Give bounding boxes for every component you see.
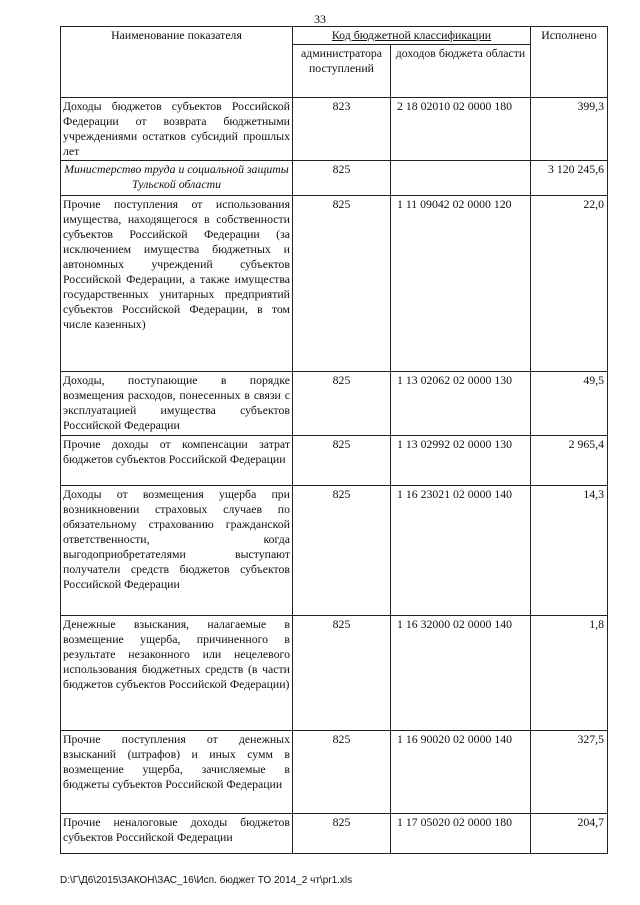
row-code: 1 13 02062 02 0000 130	[391, 372, 531, 436]
row-name: Прочие поступления от денежных взысканий (штрафов) и иных сумм в возмещение ущерба, зачисляемые в бюджеты субъектов Российской Федерации	[61, 731, 293, 814]
header-code-group: Код бюджетной классификации	[293, 27, 531, 45]
table-row	[61, 436, 608, 486]
row-name: Министерство труда и социальной защиты Тульской области	[61, 161, 293, 196]
row-amount: 327,5	[531, 731, 608, 814]
row-name: Прочие неналоговые доходы бюджетов субъектов Российской Федерации	[61, 814, 293, 854]
table-row	[61, 814, 608, 854]
header-name: Наименование показателя	[61, 27, 293, 98]
row-admin: 825	[293, 616, 391, 731]
row-amount: 2 965,4	[531, 436, 608, 486]
row-name: Доходы, поступающие в порядке возмещения расходов, понесенных в связи с эксплуатацией имущества субъектов Российской Федерации	[61, 372, 293, 436]
row-code: 1 16 90020 02 0000 140	[391, 731, 531, 814]
row-code	[391, 161, 531, 196]
table-row	[61, 616, 608, 731]
budget-table	[60, 26, 608, 854]
row-name: Прочие доходы от компенсации затрат бюджетов субъектов Российской Федерации	[61, 436, 293, 486]
row-code: 2 18 02010 02 0000 180	[391, 98, 531, 161]
row-admin: 825	[293, 196, 391, 372]
table-row	[61, 372, 608, 436]
row-amount: 22,0	[531, 196, 608, 372]
row-admin: 825	[293, 161, 391, 196]
table-row	[61, 731, 608, 814]
header-executed: Исполнено	[531, 27, 608, 98]
row-amount: 3 120 245,6	[531, 161, 608, 196]
row-code: 1 11 09042 02 0000 120	[391, 196, 531, 372]
row-admin: 825	[293, 436, 391, 486]
row-amount: 399,3	[531, 98, 608, 161]
row-code: 1 16 23021 02 0000 140	[391, 486, 531, 616]
row-amount: 14,3	[531, 486, 608, 616]
row-admin: 825	[293, 486, 391, 616]
table-row	[61, 196, 608, 372]
header-admin: администратора поступлений	[293, 45, 391, 98]
table-row	[61, 486, 608, 616]
page-number: 33	[314, 12, 326, 26]
row-admin: 825	[293, 731, 391, 814]
row-amount: 1,8	[531, 616, 608, 731]
row-code: 1 17 05020 02 0000 180	[391, 814, 531, 854]
file-path-footer: D:\Г\Д6\2015\ЗАКОН\ЗАС_16\Исп. бюджет ТО 2014_2 чт\pr1.xls	[60, 875, 353, 886]
row-amount: 49,5	[531, 372, 608, 436]
table-row	[61, 161, 608, 196]
row-admin: 825	[293, 372, 391, 436]
row-code: 1 13 02992 02 0000 130	[391, 436, 531, 486]
header-income: доходов бюджета области	[391, 45, 531, 98]
row-name: Прочие поступления от использования имущества, находящегося в собственности субъектов Российской Федерации (за исключением имущества бюджетных и автономных учреждений субъектов Российской Федерации, а также имущества государственных унитарных предприятий субъектов Российской Федерации, в том числе казенных)	[61, 196, 293, 372]
row-name: Доходы бюджетов субъектов Российской Федерации от возврата бюджетными учреждениями остатков субсидий прошлых лет	[61, 98, 293, 161]
row-admin: 823	[293, 98, 391, 161]
table-row	[61, 98, 608, 161]
row-code: 1 16 32000 02 0000 140	[391, 616, 531, 731]
row-name: Доходы от возмещения ущерба при возникновении страховых случаев по обязательному страхованию гражданской ответственности, когда выгодоприобретателями выступают получатели средств бюджетов субъектов Российской Федерации	[61, 486, 293, 616]
row-admin: 825	[293, 814, 391, 854]
row-name: Денежные взыскания, налагаемые в возмещение ущерба, причиненного в результате незаконного или нецелевого использования бюджетных средств (в части бюджетов субъектов Российской Федерации)	[61, 616, 293, 731]
row-amount: 204,7	[531, 814, 608, 854]
